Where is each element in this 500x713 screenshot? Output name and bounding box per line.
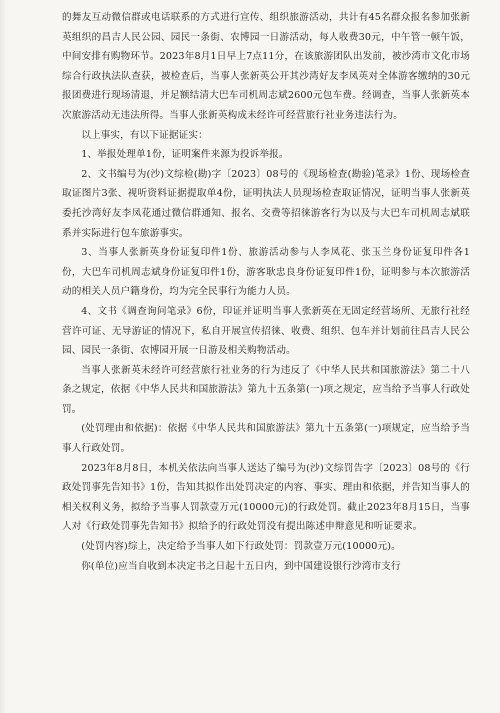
scan-shadow bbox=[0, 0, 6, 713]
paragraph-evidence-intro: 以上事实，有以下证据证实： bbox=[81, 129, 208, 141]
paragraph-notice: 2023年8月8日，本机关依法向当事人送达了编号为(沙)文综罚告字〔2023〕08号的《行政处罚事先告知书》1份，告知其拟作出处罚决定的内容、事实、理由和依据，并告知当事人的相关权利义务，拟给予当事人罚款壹万元(10000元)的行政处罚。截止2023年8月15日，当事人对《行政处罚事先告知书》拟给予的行政处罚没有提出陈述申辩意见和听证要求。 bbox=[62, 462, 470, 533]
paragraph-violation: 当事人张新英未经许可经营旅行社业务的行为违反了《中华人民共和国旅游法》第二十八条之规定，依据《中华人民共和国旅游法》第九十五条第(一)项之规定，应当给予当事人行政处罚。 bbox=[62, 364, 470, 415]
paragraph-evidence-2: 2、文书编号为(沙)文综检(勘)字〔2023〕08号的《现场检查(勘验)笔录》1份、现场检查取证图片3张、视听资料证据提取单4份，证明执法人员现场检查取证情况，证明当事人张新英委托沙湾好友李凤花通过微信群通知、报名、交费等招徕游客行为以及与大巴车司机周志斌联系并实际进行包车旅游事实。 bbox=[62, 168, 470, 239]
paragraph-evidence-3: 3、当事人张新英身份证复印件1份、旅游活动参与人李凤花、张玉兰身份证复印件各1份，大巴车司机周志斌身份证复印件1份，游客耿忠良身份证复印件1份，证明参与本次旅游活动的相关人员户籍身份，均为完全民事行为能力人员。 bbox=[62, 247, 470, 298]
paragraph-payment: 你(单位)应当自收到本决定书之日起十五日内，到中国建设银行沙湾市支行 bbox=[81, 560, 401, 572]
paragraph-case-facts: 的舞友互动微信群或电话联系的方式进行宣传、组织旅游活动，共计有45名群众报名参加张新英组织的昌吉人民公园、园民一条街、农博园一日游活动，每人收费30元，中午管一顿午饭，中间安排有购物环节。2023年8月1日早上7点11分，在该旅游团队出发前，被沙湾市文化市场综合行政执法队查获，被检查后，当事人张新英公开其沙湾好友李凤英对全体游客缴纳的30元报团费进行现场清退，并足额结清大巴车司机周志斌2600元包车费。经调查，当事人张新英本次旅游活动无违法所得。当事人张新英构成未经许可经营旅行社业务违法行为。 bbox=[62, 12, 470, 121]
paragraph-penalty-basis: (处罚理由和依据)：依据《中华人民共和国旅游法》第九十五条第(一)项规定，应当给予当事人行政处罚。 bbox=[62, 423, 470, 455]
paragraph-evidence-1: 1、举报处理单1份，证明案件来源为投诉举报。 bbox=[81, 149, 289, 161]
paragraph-evidence-4: 4、文书《调查询问笔录》6份，印证并证明当事人张新英在无固定经营场所、无旅行社经营许可证、无导游证的情况下，私自开展宣传招徕、收费、组织、包车并计划前往昌吉人民公园、园民一条街、农博园开展一日游及相关购物活动。 bbox=[62, 305, 470, 357]
paragraph-penalty-content: (处罚内容)综上，决定给予当事人如下行政处罚：罚款壹万元(10000元)。 bbox=[81, 541, 401, 553]
